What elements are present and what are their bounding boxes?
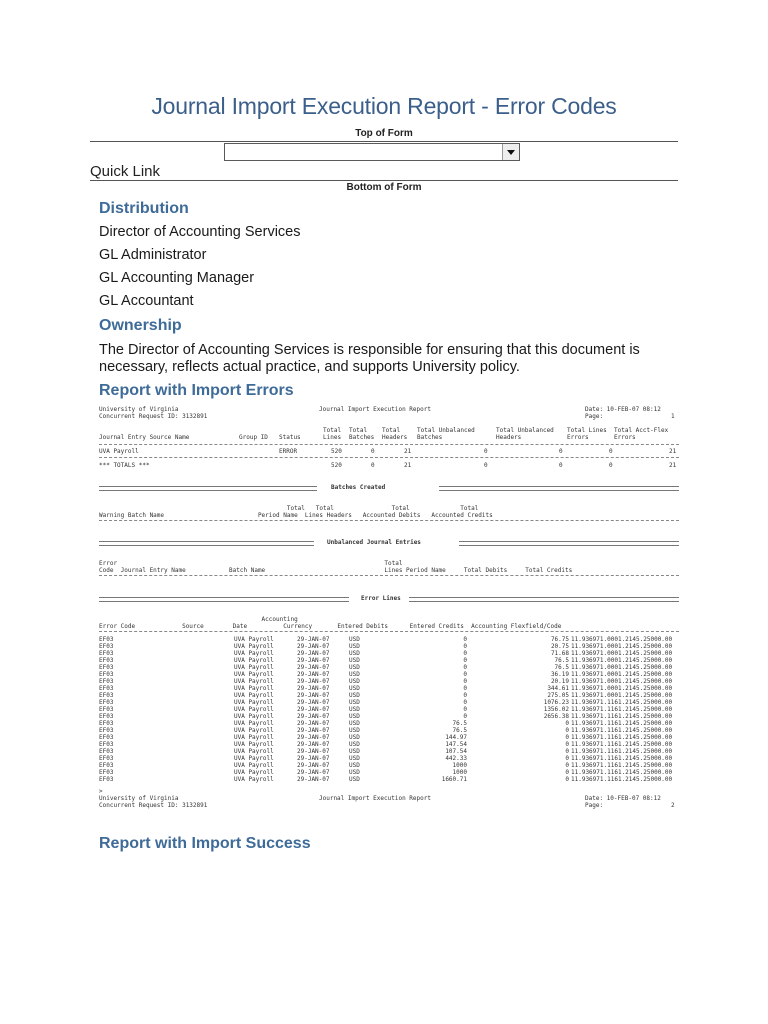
cell-entered-credits: 0 — [565, 734, 569, 741]
batches-section-title: Batches Created — [331, 484, 386, 491]
cell-error-code: EF03 — [99, 636, 114, 643]
cell-entered-debits: 1000 — [452, 762, 467, 769]
cell-entered-debits: 0 — [463, 643, 467, 650]
cell-entered-credits: 36.19 — [550, 671, 569, 678]
cell-error-code: EF03 — [99, 713, 114, 720]
cell-flexfield: 11.936971.1161.2145.25000.00 — [571, 720, 673, 727]
report-org-2: University of Virginia — [99, 795, 179, 802]
success-report-heading: Report with Import Success — [99, 835, 311, 852]
error-report-image — [99, 404, 682, 816]
cell-entered-credits: 71.68 — [550, 650, 569, 657]
cell-source: UVA Payroll — [234, 713, 274, 720]
cell-entered-debits: 0 — [463, 678, 467, 685]
cell-date: 29-JAN-07 — [297, 678, 330, 685]
cell-currency: USD — [349, 685, 360, 692]
summary-header-group: Group ID — [239, 434, 268, 441]
report-page-label: Page: — [585, 413, 604, 420]
cell-entered-debits: 0 — [463, 713, 467, 720]
bottom-form-rule — [90, 180, 678, 181]
cell-entered-credits: 1076.23 — [543, 699, 569, 706]
cell-source: UVA Payroll — [234, 657, 274, 664]
cell-source: UVA Payroll — [234, 776, 274, 783]
section-rule — [409, 597, 679, 602]
cell-date: 29-JAN-07 — [297, 769, 330, 776]
summary-header-source: Journal Entry Source Name — [99, 434, 190, 441]
distribution-item: Director of Accounting Services — [99, 224, 301, 240]
bottom-of-form-label: Bottom of Form — [346, 182, 422, 193]
cell-entered-credits: 76.75 — [550, 636, 569, 643]
cell-entered-credits: 344.61 — [547, 685, 569, 692]
page-title: Journal Import Execution Report - Error Codes — [151, 93, 617, 119]
section-rule — [439, 486, 679, 491]
distribution-item: GL Administrator — [99, 247, 207, 263]
cell-source: UVA Payroll — [234, 727, 274, 734]
divider — [99, 520, 679, 521]
cell-entered-debits: 0 — [463, 657, 467, 664]
top-of-form-label: Top of Form — [355, 128, 413, 139]
cell-currency: USD — [349, 720, 360, 727]
cell-currency: USD — [349, 657, 360, 664]
cell-source: UVA Payroll — [234, 685, 274, 692]
cell-entered-debits: 76.5 — [452, 720, 467, 727]
summary-acct-errors: 21 — [669, 448, 677, 455]
summary-errors: 0 — [609, 448, 613, 455]
cell-source: UVA Payroll — [234, 664, 274, 671]
cell-flexfield: 11.936971.0001.2145.25000.00 — [571, 664, 673, 671]
cell-error-code: EF03 — [99, 692, 114, 699]
totals-acct-errors: 21 — [669, 462, 677, 469]
cell-error-code: EF03 — [99, 762, 114, 769]
cell-currency: USD — [349, 636, 360, 643]
cell-currency: USD — [349, 706, 360, 713]
cell-currency: USD — [349, 727, 360, 734]
report-page-label-2: Page: — [585, 802, 604, 809]
section-rule — [99, 486, 317, 491]
cell-error-code: EF03 — [99, 664, 114, 671]
cell-currency: USD — [349, 699, 360, 706]
report-date: Date: 10-FEB-07 08:12 — [585, 406, 661, 413]
section-rule — [459, 541, 679, 546]
cell-flexfield: 11.936971.1161.2145.25000.00 — [571, 755, 673, 762]
section-rule — [99, 597, 349, 602]
cell-date: 29-JAN-07 — [297, 762, 330, 769]
cell-date: 29-JAN-07 — [297, 748, 330, 755]
distribution-item: GL Accountant — [99, 293, 194, 309]
cell-source: UVA Payroll — [234, 755, 274, 762]
totals-headers: 21 — [404, 462, 412, 469]
cell-source: UVA Payroll — [234, 720, 274, 727]
summary-unbal-batches: 0 — [484, 448, 488, 455]
cell-source: UVA Payroll — [234, 706, 274, 713]
cell-entered-debits: 0 — [463, 671, 467, 678]
cell-source: UVA Payroll — [234, 762, 274, 769]
divider — [99, 631, 679, 632]
cell-entered-credits: 0 — [565, 720, 569, 727]
cell-entered-credits: 76.5 — [554, 657, 569, 664]
cell-entered-debits: 0 — [463, 692, 467, 699]
cell-currency: USD — [349, 762, 360, 769]
cell-flexfield: 11.936971.1161.2145.25000.00 — [571, 748, 673, 755]
cell-error-code: EF03 — [99, 685, 114, 692]
batches-header-top: Total Total Total Total — [99, 505, 479, 512]
cell-entered-debits: 144.97 — [445, 734, 467, 741]
cell-flexfield: 11.936971.0001.2145.25000.00 — [571, 657, 673, 664]
cell-date: 29-JAN-07 — [297, 664, 330, 671]
cell-date: 29-JAN-07 — [297, 713, 330, 720]
cell-flexfield: 11.936971.1161.2145.25000.00 — [571, 776, 673, 783]
summary-header-acct-errors: Total Acct-Flex Errors — [614, 427, 669, 441]
unbalanced-header-top: Error Total — [99, 560, 403, 567]
top-form-rule — [90, 141, 678, 142]
cell-currency: USD — [349, 692, 360, 699]
cell-entered-debits: 107.54 — [445, 748, 467, 755]
cell-currency: USD — [349, 755, 360, 762]
report-title-2: Journal Import Execution Report — [319, 795, 431, 802]
cell-date: 29-JAN-07 — [297, 727, 330, 734]
ownership-text: The Director of Accounting Services is responsible for ensuring that this document is necessary, reflects actual practice, and supports University policy. — [99, 342, 640, 375]
cell-entered-credits: 0 — [565, 727, 569, 734]
summary-batches: 0 — [371, 448, 375, 455]
cell-error-code: EF03 — [99, 657, 114, 664]
cell-error-code: EF03 — [99, 727, 114, 734]
cell-date: 29-JAN-07 — [297, 734, 330, 741]
cell-entered-debits: 442.33 — [445, 755, 467, 762]
cell-date: 29-JAN-07 — [297, 720, 330, 727]
summary-source: UVA Payroll — [99, 448, 139, 455]
unbalanced-header: Code Journal Entry Name Batch Name Lines Period Name Total Debits Total Credits — [99, 567, 573, 574]
cell-entered-credits: 0 — [565, 741, 569, 748]
cell-source: UVA Payroll — [234, 741, 274, 748]
cell-entered-credits: 2656.38 — [543, 713, 569, 720]
cell-currency: USD — [349, 769, 360, 776]
cell-entered-debits: 0 — [463, 685, 467, 692]
report-title: Journal Import Execution Report — [319, 406, 431, 413]
cell-entered-credits: 20.75 — [550, 643, 569, 650]
cell-currency: USD — [349, 776, 360, 783]
cell-error-code: EF03 — [99, 748, 114, 755]
cell-date: 29-JAN-07 — [297, 643, 330, 650]
cell-flexfield: 11.936971.1161.2145.25000.00 — [571, 741, 673, 748]
quick-link-label: Quick Link — [90, 163, 161, 180]
cell-source: UVA Payroll — [234, 643, 274, 650]
cell-flexfield: 11.936971.0001.2145.25000.00 — [571, 650, 673, 657]
cell-currency: USD — [349, 713, 360, 720]
cell-date: 29-JAN-07 — [297, 657, 330, 664]
report-page-number-2: 2 — [671, 802, 675, 809]
cell-entered-debits: 76.5 — [452, 727, 467, 734]
totals-unbal-headers: 0 — [559, 462, 563, 469]
cell-entered-debits: 0 — [463, 706, 467, 713]
report-date-2: Date: 10-FEB-07 08:12 — [585, 795, 661, 802]
error-header: Error Code Source Date Currency Entered Debits Entered Credits Accounting Flexfield/Code — [99, 623, 562, 630]
cell-error-code: EF03 — [99, 769, 114, 776]
cell-entered-credits: 0 — [565, 748, 569, 755]
chevron-down-icon[interactable] — [502, 144, 519, 160]
cell-flexfield: 11.936971.0001.2145.25000.00 — [571, 678, 673, 685]
cell-error-code: EF03 — [99, 699, 114, 706]
report-request-id-2: Concurrent Request ID: 3132891 — [99, 802, 208, 809]
cell-date: 29-JAN-07 — [297, 692, 330, 699]
error-lines-section-title: Error Lines — [361, 595, 401, 602]
cell-flexfield: 11.936971.1161.2145.25000.00 — [571, 769, 673, 776]
cell-error-code: EF03 — [99, 643, 114, 650]
summary-header-batches: Total Batches — [349, 427, 375, 441]
footer-mark: > — [99, 788, 103, 795]
cell-currency: USD — [349, 748, 360, 755]
cell-entered-credits: 0 — [565, 776, 569, 783]
cell-entered-debits: 0 — [463, 664, 467, 671]
cell-date: 29-JAN-07 — [297, 699, 330, 706]
cell-currency: USD — [349, 643, 360, 650]
cell-date: 29-JAN-07 — [297, 650, 330, 657]
cell-entered-credits: 0 — [565, 762, 569, 769]
cell-flexfield: 11.936971.1161.2145.25000.00 — [571, 699, 673, 706]
cell-error-code: EF03 — [99, 678, 114, 685]
quick-link-select[interactable] — [224, 143, 520, 161]
cell-currency: USD — [349, 671, 360, 678]
summary-headers: 21 — [404, 448, 412, 455]
summary-header-unbal-headers: Total Unbalanced Headers — [496, 427, 554, 441]
cell-source: UVA Payroll — [234, 671, 274, 678]
cell-flexfield: 11.936971.1161.2145.25000.00 — [571, 762, 673, 769]
cell-flexfield: 11.936971.0001.2145.25000.00 — [571, 692, 673, 699]
cell-entered-debits: 1000 — [452, 769, 467, 776]
cell-entered-credits: 0 — [565, 769, 569, 776]
summary-header-errors: Total Lines Errors — [567, 427, 607, 441]
cell-entered-credits: 76.5 — [554, 664, 569, 671]
summary-status: ERROR — [279, 448, 298, 455]
cell-currency: USD — [349, 741, 360, 748]
cell-currency: USD — [349, 650, 360, 657]
cell-error-code: EF03 — [99, 650, 114, 657]
ownership-heading: Ownership — [99, 317, 182, 334]
summary-header-lines: Total Lines — [323, 427, 342, 441]
cell-date: 29-JAN-07 — [297, 776, 330, 783]
cell-flexfield: 11.936971.0001.2145.25000.00 — [571, 636, 673, 643]
cell-flexfield: 11.936971.1161.2145.25000.00 — [571, 713, 673, 720]
cell-entered-debits: 0 — [463, 699, 467, 706]
cell-currency: USD — [349, 734, 360, 741]
cell-flexfield: 11.936971.1161.2145.25000.00 — [571, 727, 673, 734]
cell-entered-credits: 20.19 — [550, 678, 569, 685]
divider — [99, 457, 679, 458]
cell-source: UVA Payroll — [234, 650, 274, 657]
summary-header-headers: Total Headers — [382, 427, 408, 441]
cell-flexfield: 11.936971.1161.2145.25000.00 — [571, 706, 673, 713]
cell-source: UVA Payroll — [234, 692, 274, 699]
summary-lines: 520 — [331, 448, 342, 455]
divider — [99, 575, 679, 576]
totals-errors: 0 — [609, 462, 613, 469]
report-page-number: 1 — [671, 413, 675, 420]
cell-source: UVA Payroll — [234, 734, 274, 741]
totals-unbal-batches: 0 — [484, 462, 488, 469]
summary-unbal-headers: 0 — [559, 448, 563, 455]
cell-entered-credits: 1356.02 — [543, 706, 569, 713]
error-header-top: Accounting — [99, 616, 298, 623]
cell-error-code: EF03 — [99, 706, 114, 713]
cell-entered-credits: 275.05 — [547, 692, 569, 699]
cell-currency: USD — [349, 664, 360, 671]
cell-entered-debits: 0 — [463, 650, 467, 657]
cell-flexfield: 11.936971.0001.2145.25000.00 — [571, 671, 673, 678]
cell-date: 29-JAN-07 — [297, 741, 330, 748]
cell-flexfield: 11.936971.0001.2145.25000.00 — [571, 685, 673, 692]
cell-date: 29-JAN-07 — [297, 671, 330, 678]
totals-lines: 520 — [331, 462, 342, 469]
cell-currency: USD — [349, 678, 360, 685]
section-rule — [99, 541, 314, 546]
cell-date: 29-JAN-07 — [297, 685, 330, 692]
cell-source: UVA Payroll — [234, 678, 274, 685]
cell-error-code: EF03 — [99, 776, 114, 783]
cell-error-code: EF03 — [99, 755, 114, 762]
summary-header-status: Status — [279, 434, 301, 441]
cell-date: 29-JAN-07 — [297, 636, 330, 643]
cell-entered-debits: 147.54 — [445, 741, 467, 748]
cell-entered-credits: 0 — [565, 755, 569, 762]
divider — [99, 444, 679, 445]
totals-label: *** TOTALS *** — [99, 462, 150, 469]
distribution-heading: Distribution — [99, 200, 189, 217]
cell-entered-debits: 1660.71 — [441, 776, 467, 783]
cell-source: UVA Payroll — [234, 769, 274, 776]
report-request-id: Concurrent Request ID: 3132891 — [99, 413, 208, 420]
cell-source: UVA Payroll — [234, 699, 274, 706]
cell-error-code: EF03 — [99, 720, 114, 727]
cell-error-code: EF03 — [99, 741, 114, 748]
totals-batches: 0 — [371, 462, 375, 469]
summary-header-unbal-batches: Total Unbalanced Batches — [417, 427, 475, 441]
distribution-item: GL Accounting Manager — [99, 270, 255, 286]
cell-entered-debits: 0 — [463, 636, 467, 643]
cell-date: 29-JAN-07 — [297, 755, 330, 762]
cell-source: UVA Payroll — [234, 636, 274, 643]
cell-error-code: EF03 — [99, 671, 114, 678]
errors-report-heading: Report with Import Errors — [99, 382, 294, 399]
cell-error-code: EF03 — [99, 734, 114, 741]
cell-source: UVA Payroll — [234, 748, 274, 755]
cell-flexfield: 11.936971.0001.2145.25000.00 — [571, 643, 673, 650]
report-org: University of Virginia — [99, 406, 179, 413]
batches-header: Warning Batch Name Period Name Lines Headers Accounted Debits Accounted Credits — [99, 512, 493, 519]
unbalanced-section-title: Unbalanced Journal Entries — [327, 539, 421, 546]
cell-flexfield: 11.936971.1161.2145.25000.00 — [571, 734, 673, 741]
cell-date: 29-JAN-07 — [297, 706, 330, 713]
